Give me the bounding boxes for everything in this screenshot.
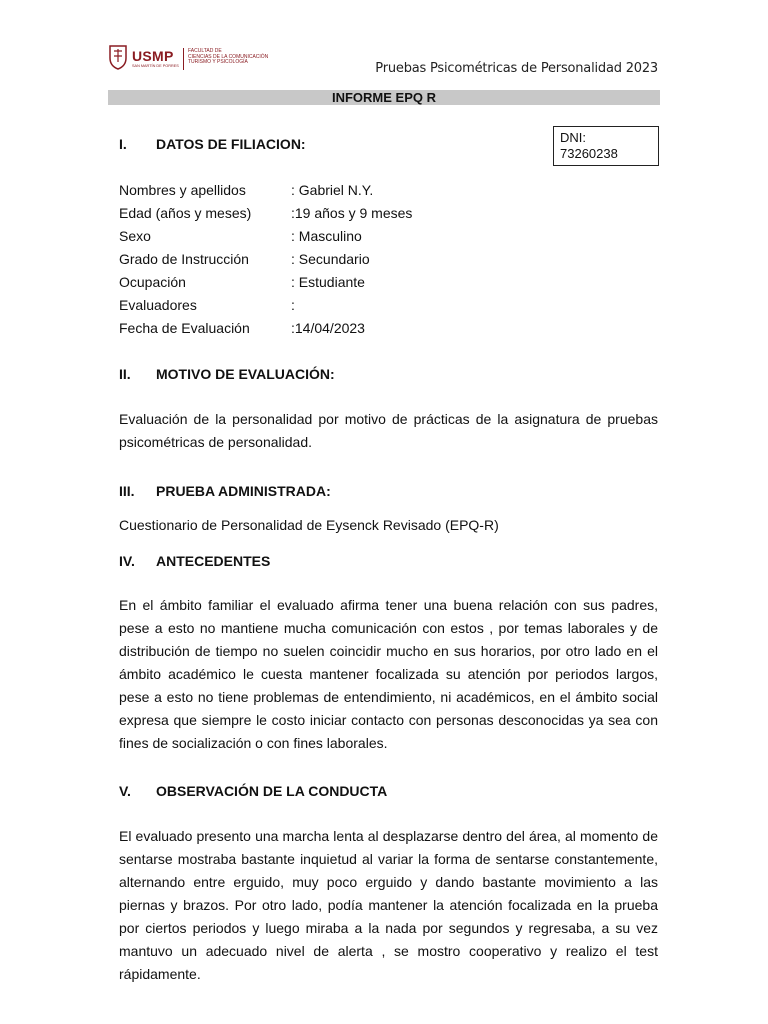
section-heading-motivo [119,366,335,382]
section-number: IV. [119,553,135,569]
faculty-line-2: CIENCIAS DE LA COMUNICACIÓN [188,53,269,60]
field-label: Sexo [119,228,151,244]
field-row-evaluadores [119,297,295,313]
field-label: Fecha de Evaluación [119,320,250,336]
faculty-name [188,49,268,66]
section-number: III. [119,483,135,499]
field-value: : Secundario [291,251,370,267]
prueba-text: Cuestionario de Personalidad de Eysenck Revisado (EPQ-R) [119,517,499,533]
field-row-ocupacion [119,274,365,290]
logo-brand-text: USMP [132,48,174,64]
section-number: II. [119,366,131,382]
section-title: PRUEBA ADMINISTRADA: [156,483,331,499]
section-title: DATOS DE FILIACION: [156,136,306,152]
field-label: Nombres y apellidos [119,182,246,198]
field-value: : Gabriel N.Y. [291,182,374,198]
motivo-paragraph: Evaluación de la personalidad por motivo de prácticas de la asignatura de pruebas psicométricas de personalidad. [119,411,658,450]
section-number: V. [119,783,131,799]
faculty-line-1: FACULTAD DE [188,48,222,54]
report-title: INFORME EPQ R [331,90,436,105]
field-value: : Masculino [291,228,362,244]
university-seal-icon [108,44,128,70]
section-heading-antecedentes [119,553,270,569]
logo-brand-subtext: SAN MARTÍN DE PORRES [132,64,179,68]
usmp-logo [108,44,268,72]
section-title: OBSERVACIÓN DE LA CONDUCTA [156,783,388,799]
header-course-title: Pruebas Psicométricas de Personalidad 2023 [375,61,658,76]
dni-label: DNI: [560,130,586,145]
field-value: :19 años y 9 meses [291,205,413,221]
field-value: :14/04/2023 [291,320,365,336]
field-row-grado [119,251,370,267]
field-label: Grado de Instrucción [119,251,249,267]
field-row-sexo [119,228,362,244]
field-row-fecha [119,320,365,336]
section-heading-prueba [119,483,331,499]
faculty-line-3: TURISMO Y PSICOLOGÍA [188,59,248,66]
observacion-paragraph: El evaluado presento una marcha lenta al desplazarse dentro del área, al momento de sentarse mostraba bastante inquietud al variar la forma de sentarse constantemente, alternando entre erguido, muy poco erguido y dando bastante movimiento a las piernas y brazos. Por otro lado, podía mantener la atención focalizada en la prueba por ciertos periodos y luego miraba a la nada por segundos y regresaba, a su vez mantuvo un adecuado nivel de alerta , se mostro cooperativo y realizo el test rápidamente. [119,828,658,982]
field-label: Ocupación [119,274,186,290]
field-value: : Estudiante [291,274,365,290]
section-heading-filiacion [119,136,306,152]
report-title-bar [108,90,660,105]
field-row-edad [119,205,412,221]
section-heading-observacion [119,783,387,799]
dni-box [553,126,659,166]
section-title: MOTIVO DE EVALUACIÓN: [156,366,335,382]
field-row-nombres [119,182,373,198]
antecedentes-paragraph: En el ámbito familiar el evaluado afirma tener una buena relación con sus padres, pese a esto no mantiene mucha comunicación con estos , por temas laborales y de distribución de tiempo no suelen coincidir mucho en sus horarios, por otro lado en el ámbito académico le cuesta mantener focalizada su atención por periodos largos, pese a esto no tiene problemas de entendimiento, ni académicos, en el ámbito social expresa que siempre le costo iniciar contacto con personas desconocidas ya sea con fines de socialización o con fines laborales. [119,597,658,751]
section-number: I. [119,136,127,152]
field-label: Edad (años y meses) [119,205,252,221]
field-label: Evaluadores [119,297,197,313]
logo-divider [183,48,184,70]
dni-value: 73260238 [560,146,618,161]
section-title: ANTECEDENTES [156,553,271,569]
field-value: : [291,297,295,313]
